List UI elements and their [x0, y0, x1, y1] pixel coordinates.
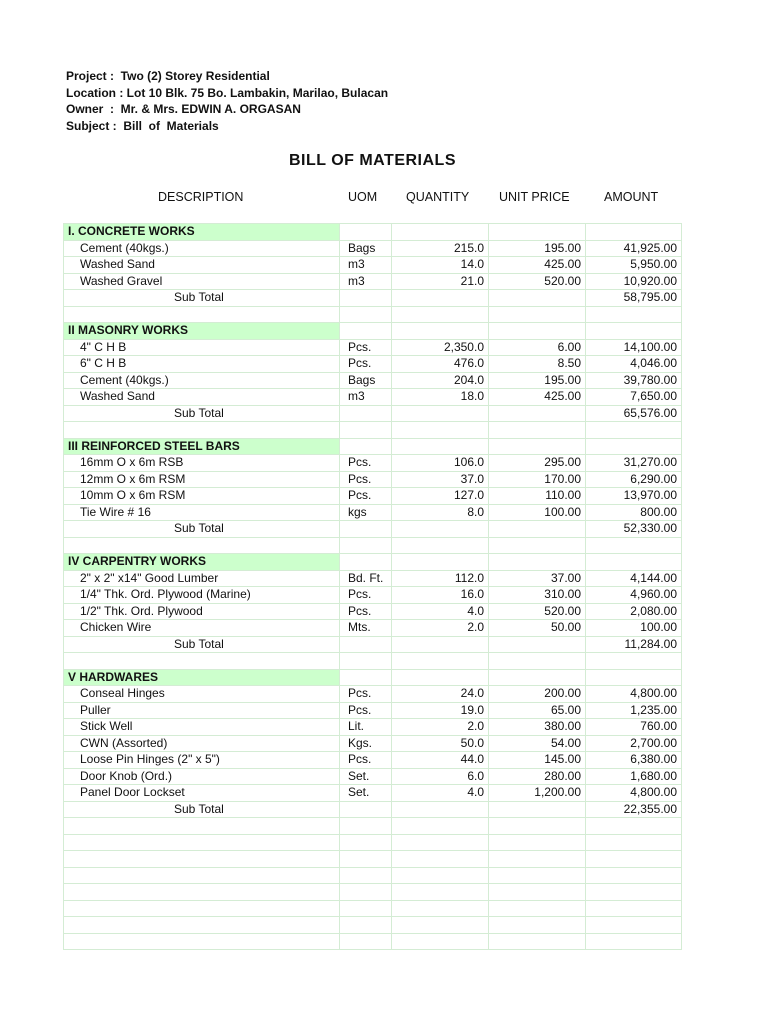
item-description: Tie Wire # 16: [64, 504, 340, 521]
table-row: [64, 504, 682, 521]
table-row: [64, 389, 682, 406]
item-amount: 4,960.00: [586, 587, 682, 604]
item-unit-price: 520.00: [489, 603, 586, 620]
item-uom: Pcs.: [340, 603, 392, 620]
blank-cell: [489, 224, 586, 241]
section-header-row: [64, 224, 682, 241]
item-quantity: 19.0: [392, 702, 489, 719]
item-description: Washed Sand: [64, 389, 340, 406]
blank-cell: [392, 884, 489, 901]
materials-table: [63, 223, 682, 950]
blank-row: [64, 834, 682, 851]
item-quantity: 21.0: [392, 273, 489, 290]
blank-cell: [64, 537, 340, 554]
blank-cell: [340, 933, 392, 950]
table-row: [64, 356, 682, 373]
subtotal-amount: 22,355.00: [586, 801, 682, 818]
blank-cell: [340, 851, 392, 868]
section-title: II MASONRY WORKS: [64, 323, 340, 340]
item-quantity: 215.0: [392, 240, 489, 257]
blank-row: [64, 653, 682, 670]
subtotal-amount: 65,576.00: [586, 405, 682, 422]
column-header-uom: UOM: [348, 190, 378, 204]
blank-cell: [340, 900, 392, 917]
item-unit-price: 37.00: [489, 570, 586, 587]
table-row: [64, 273, 682, 290]
blank-cell: [586, 900, 682, 917]
blank-row: [64, 422, 682, 439]
blank-cell: [489, 669, 586, 686]
table-row: [64, 785, 682, 802]
blank-cell: [392, 834, 489, 851]
item-unit-price: 65.00: [489, 702, 586, 719]
item-amount: 5,950.00: [586, 257, 682, 274]
blank-cell: [489, 933, 586, 950]
item-uom: m3: [340, 389, 392, 406]
item-uom: Set.: [340, 768, 392, 785]
item-quantity: 37.0: [392, 471, 489, 488]
blank-cell: [340, 884, 392, 901]
item-uom: Pcs.: [340, 488, 392, 505]
blank-row: [64, 933, 682, 950]
item-uom: Bags: [340, 240, 392, 257]
blank-cell: [489, 917, 586, 934]
blank-cell: [64, 884, 340, 901]
subtotal-row: [64, 521, 682, 538]
item-quantity: 112.0: [392, 570, 489, 587]
subtotal-label: Sub Total: [64, 801, 340, 818]
item-unit-price: 310.00: [489, 587, 586, 604]
item-unit-price: 145.00: [489, 752, 586, 769]
blank-cell: [489, 306, 586, 323]
item-uom: Pcs.: [340, 702, 392, 719]
item-unit-price: 100.00: [489, 504, 586, 521]
blank-cell: [586, 438, 682, 455]
item-description: Door Knob (Ord.): [64, 768, 340, 785]
item-uom: Pcs.: [340, 356, 392, 373]
column-header-description: DESCRIPTION: [158, 190, 244, 204]
blank-cell: [64, 917, 340, 934]
item-uom: Kgs.: [340, 735, 392, 752]
item-uom: Pcs.: [340, 686, 392, 703]
item-amount: 6,290.00: [586, 471, 682, 488]
table-row: [64, 257, 682, 274]
item-amount: 7,650.00: [586, 389, 682, 406]
blank-cell: [586, 867, 682, 884]
blank-cell: [392, 933, 489, 950]
item-amount: 39,780.00: [586, 372, 682, 389]
document-title: BILL OF MATERIALS: [288, 152, 456, 169]
item-uom: Pcs.: [340, 752, 392, 769]
section-title: V HARDWARES: [64, 669, 340, 686]
table-row: [64, 719, 682, 736]
blank-cell: [340, 554, 392, 571]
blank-cell: [586, 834, 682, 851]
blank-cell: [489, 405, 586, 422]
item-quantity: 2.0: [392, 719, 489, 736]
table-row: [64, 471, 682, 488]
blank-row: [64, 537, 682, 554]
blank-cell: [392, 422, 489, 439]
blank-cell: [64, 653, 340, 670]
item-uom: Set.: [340, 785, 392, 802]
item-description: 10mm O x 6m RSM: [64, 488, 340, 505]
item-unit-price: 8.50: [489, 356, 586, 373]
table-row: [64, 620, 682, 637]
blank-cell: [392, 636, 489, 653]
item-uom: m3: [340, 257, 392, 274]
blank-cell: [586, 818, 682, 835]
blank-cell: [586, 851, 682, 868]
item-quantity: 8.0: [392, 504, 489, 521]
item-uom: kgs: [340, 504, 392, 521]
blank-cell: [489, 851, 586, 868]
table-row: [64, 240, 682, 257]
item-quantity: 16.0: [392, 587, 489, 604]
item-description: 4" C H B: [64, 339, 340, 356]
item-amount: 41,925.00: [586, 240, 682, 257]
item-unit-price: 280.00: [489, 768, 586, 785]
blank-row: [64, 917, 682, 934]
blank-cell: [489, 834, 586, 851]
blank-cell: [392, 405, 489, 422]
subtotal-label: Sub Total: [64, 290, 340, 307]
item-quantity: 4.0: [392, 785, 489, 802]
subtotal-label: Sub Total: [64, 405, 340, 422]
blank-cell: [392, 323, 489, 340]
item-amount: 760.00: [586, 719, 682, 736]
item-quantity: 18.0: [392, 389, 489, 406]
item-amount: 4,800.00: [586, 785, 682, 802]
blank-cell: [340, 801, 392, 818]
blank-cell: [586, 554, 682, 571]
item-unit-price: 54.00: [489, 735, 586, 752]
blank-cell: [392, 818, 489, 835]
section-header-row: [64, 438, 682, 455]
item-description: 12mm O x 6m RSM: [64, 471, 340, 488]
blank-cell: [586, 306, 682, 323]
blank-row: [64, 867, 682, 884]
item-description: Conseal Hinges: [64, 686, 340, 703]
item-amount: 4,144.00: [586, 570, 682, 587]
blank-cell: [340, 818, 392, 835]
blank-cell: [64, 867, 340, 884]
item-description: 16mm O x 6m RSB: [64, 455, 340, 472]
section-header-row: [64, 323, 682, 340]
item-unit-price: 380.00: [489, 719, 586, 736]
item-description: 1/2" Thk. Ord. Plywood: [64, 603, 340, 620]
blank-cell: [340, 422, 392, 439]
item-quantity: 2,350.0: [392, 339, 489, 356]
table-row: [64, 339, 682, 356]
blank-cell: [489, 653, 586, 670]
blank-cell: [489, 290, 586, 307]
blank-cell: [489, 521, 586, 538]
blank-cell: [489, 537, 586, 554]
item-amount: 1,680.00: [586, 768, 682, 785]
blank-cell: [340, 405, 392, 422]
item-quantity: 106.0: [392, 455, 489, 472]
table-row: [64, 488, 682, 505]
blank-cell: [392, 867, 489, 884]
blank-cell: [489, 867, 586, 884]
blank-row: [64, 900, 682, 917]
blank-cell: [392, 438, 489, 455]
table-row: [64, 686, 682, 703]
item-uom: Bd. Ft.: [340, 570, 392, 587]
section-header-row: [64, 669, 682, 686]
blank-cell: [64, 851, 340, 868]
item-amount: 800.00: [586, 504, 682, 521]
section-title: IV CARPENTRY WORKS: [64, 554, 340, 571]
subtotal-label: Sub Total: [64, 636, 340, 653]
blank-cell: [340, 653, 392, 670]
subtotal-amount: 11,284.00: [586, 636, 682, 653]
table-row: [64, 570, 682, 587]
blank-cell: [340, 537, 392, 554]
blank-cell: [586, 224, 682, 241]
blank-cell: [586, 537, 682, 554]
item-description: Panel Door Lockset: [64, 785, 340, 802]
subtotal-row: [64, 636, 682, 653]
blank-cell: [392, 917, 489, 934]
item-quantity: 24.0: [392, 686, 489, 703]
item-unit-price: 110.00: [489, 488, 586, 505]
blank-cell: [392, 554, 489, 571]
blank-cell: [489, 900, 586, 917]
blank-cell: [586, 884, 682, 901]
blank-cell: [489, 884, 586, 901]
item-quantity: 50.0: [392, 735, 489, 752]
blank-cell: [586, 323, 682, 340]
item-uom: Pcs.: [340, 455, 392, 472]
blank-cell: [586, 422, 682, 439]
subtotal-row: [64, 405, 682, 422]
blank-cell: [392, 537, 489, 554]
blank-cell: [340, 521, 392, 538]
subtotal-label: Sub Total: [64, 521, 340, 538]
blank-cell: [340, 290, 392, 307]
blank-cell: [64, 834, 340, 851]
blank-row: [64, 818, 682, 835]
item-description: 1/4" Thk. Ord. Plywood (Marine): [64, 587, 340, 604]
item-unit-price: 50.00: [489, 620, 586, 637]
subtotal-amount: 52,330.00: [586, 521, 682, 538]
item-description: Chicken Wire: [64, 620, 340, 637]
item-unit-price: 295.00: [489, 455, 586, 472]
blank-row: [64, 306, 682, 323]
item-amount: 2,080.00: [586, 603, 682, 620]
column-header-quantity: QUANTITY: [406, 190, 470, 204]
item-amount: 1,235.00: [586, 702, 682, 719]
blank-cell: [340, 438, 392, 455]
blank-cell: [64, 900, 340, 917]
item-description: Loose Pin Hinges (2" x 5"): [64, 752, 340, 769]
blank-cell: [392, 851, 489, 868]
item-unit-price: 195.00: [489, 240, 586, 257]
section-title: I. CONCRETE WORKS: [64, 224, 340, 241]
item-uom: Pcs.: [340, 339, 392, 356]
item-amount: 4,800.00: [586, 686, 682, 703]
item-amount: 14,100.00: [586, 339, 682, 356]
item-quantity: 204.0: [392, 372, 489, 389]
item-description: CWN (Assorted): [64, 735, 340, 752]
blank-cell: [392, 521, 489, 538]
item-unit-price: 425.00: [489, 389, 586, 406]
item-unit-price: 520.00: [489, 273, 586, 290]
blank-cell: [64, 933, 340, 950]
section-title: III REINFORCED STEEL BARS: [64, 438, 340, 455]
blank-cell: [489, 554, 586, 571]
item-quantity: 2.0: [392, 620, 489, 637]
blank-cell: [340, 834, 392, 851]
item-uom: Mts.: [340, 620, 392, 637]
blank-cell: [340, 917, 392, 934]
blank-cell: [392, 801, 489, 818]
owner-line: Owner : Mr. & Mrs. EDWIN A. ORGASAN: [66, 102, 301, 116]
blank-cell: [489, 636, 586, 653]
blank-cell: [489, 818, 586, 835]
item-uom: Bags: [340, 372, 392, 389]
item-amount: 100.00: [586, 620, 682, 637]
section-header-row: [64, 554, 682, 571]
table-row: [64, 702, 682, 719]
project-line: Project : Two (2) Storey Residential: [66, 69, 270, 83]
blank-cell: [340, 306, 392, 323]
blank-cell: [586, 933, 682, 950]
item-uom: m3: [340, 273, 392, 290]
item-uom: Lit.: [340, 719, 392, 736]
item-amount: 4,046.00: [586, 356, 682, 373]
blank-cell: [586, 917, 682, 934]
item-quantity: 127.0: [392, 488, 489, 505]
table-row: [64, 735, 682, 752]
item-quantity: 44.0: [392, 752, 489, 769]
document-header: [66, 68, 388, 134]
blank-cell: [489, 438, 586, 455]
item-description: 2" x 2" x14" Good Lumber: [64, 570, 340, 587]
blank-cell: [392, 900, 489, 917]
blank-cell: [64, 306, 340, 323]
blank-cell: [586, 669, 682, 686]
blank-cell: [489, 422, 586, 439]
blank-row: [64, 851, 682, 868]
item-description: Puller: [64, 702, 340, 719]
item-unit-price: 200.00: [489, 686, 586, 703]
item-description: 6" C H B: [64, 356, 340, 373]
blank-cell: [340, 224, 392, 241]
item-uom: Pcs.: [340, 471, 392, 488]
item-unit-price: 425.00: [489, 257, 586, 274]
item-unit-price: 170.00: [489, 471, 586, 488]
blank-cell: [340, 636, 392, 653]
item-description: Cement (40kgs.): [64, 372, 340, 389]
item-amount: 2,700.00: [586, 735, 682, 752]
blank-cell: [489, 801, 586, 818]
item-amount: 6,380.00: [586, 752, 682, 769]
blank-cell: [392, 653, 489, 670]
table-row: [64, 587, 682, 604]
blank-cell: [489, 323, 586, 340]
blank-cell: [340, 323, 392, 340]
subject-line: Subject : Bill of Materials: [66, 118, 219, 133]
table-row: [64, 603, 682, 620]
item-quantity: 4.0: [392, 603, 489, 620]
subtotal-row: [64, 290, 682, 307]
blank-cell: [392, 306, 489, 323]
item-amount: 31,270.00: [586, 455, 682, 472]
subtotal-amount: 58,795.00: [586, 290, 682, 307]
table-row: [64, 455, 682, 472]
item-unit-price: 1,200.00: [489, 785, 586, 802]
column-header-unit-price: UNIT PRICE: [499, 190, 570, 204]
blank-cell: [392, 669, 489, 686]
blank-cell: [392, 290, 489, 307]
item-unit-price: 195.00: [489, 372, 586, 389]
item-description: Stick Well: [64, 719, 340, 736]
table-row: [64, 372, 682, 389]
blank-row: [64, 884, 682, 901]
table-row: [64, 768, 682, 785]
item-unit-price: 6.00: [489, 339, 586, 356]
item-description: Cement (40kgs.): [64, 240, 340, 257]
blank-cell: [392, 224, 489, 241]
item-quantity: 14.0: [392, 257, 489, 274]
column-header-amount: AMOUNT: [604, 190, 659, 204]
blank-cell: [64, 818, 340, 835]
blank-cell: [64, 422, 340, 439]
table-row: [64, 752, 682, 769]
location-line: Location : Lot 10 Blk. 75 Bo. Lambakin, Marilao, Bulacan: [66, 85, 389, 100]
item-amount: 10,920.00: [586, 273, 682, 290]
item-uom: Pcs.: [340, 587, 392, 604]
item-quantity: 6.0: [392, 768, 489, 785]
blank-cell: [586, 653, 682, 670]
item-description: Washed Gravel: [64, 273, 340, 290]
item-quantity: 476.0: [392, 356, 489, 373]
item-description: Washed Sand: [64, 257, 340, 274]
blank-cell: [340, 867, 392, 884]
blank-cell: [340, 669, 392, 686]
item-amount: 13,970.00: [586, 488, 682, 505]
subtotal-row: [64, 801, 682, 818]
